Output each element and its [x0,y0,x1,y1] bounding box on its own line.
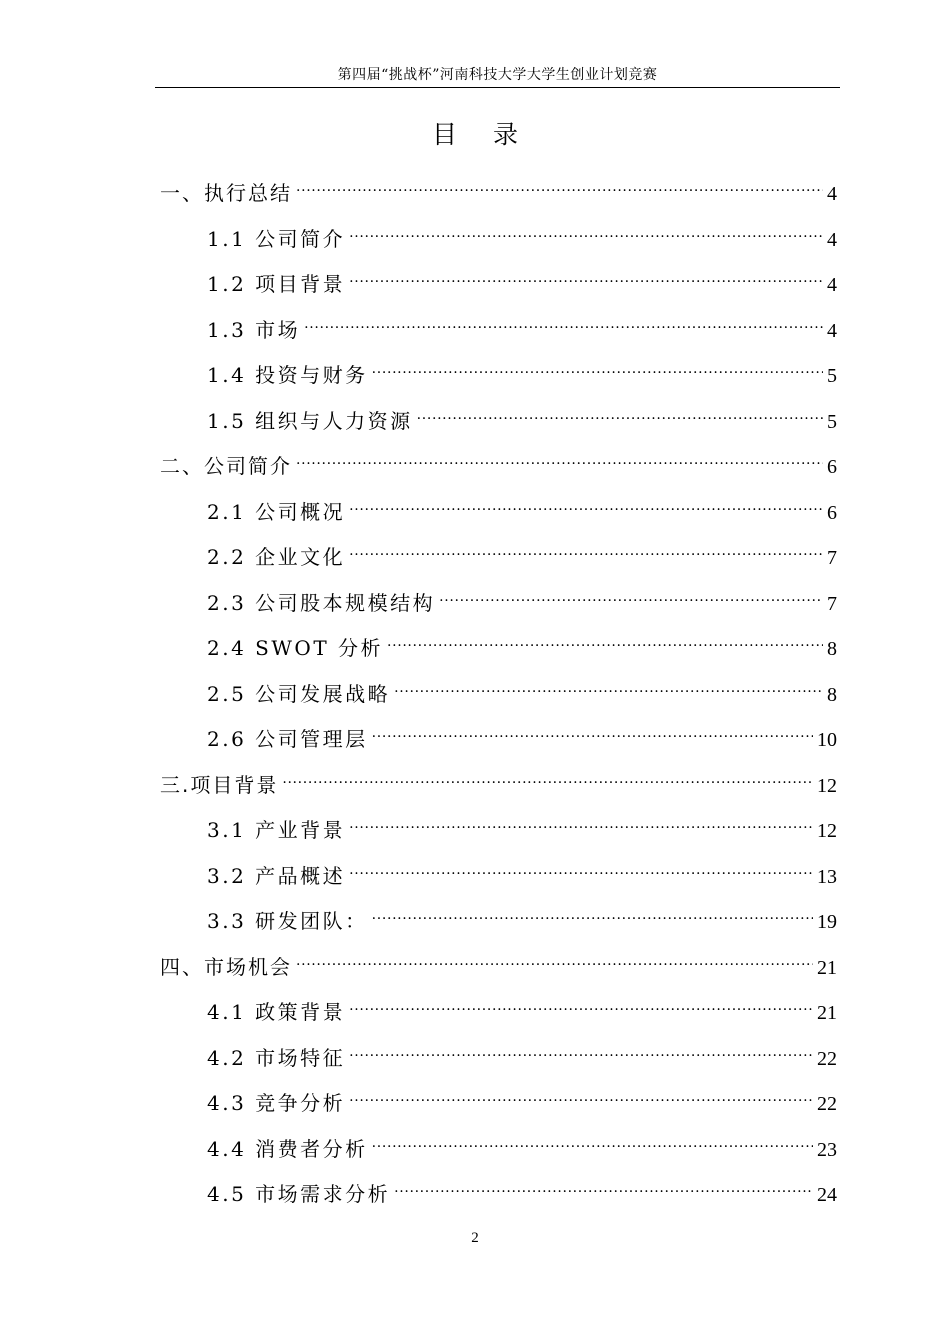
toc-entry-label: 1.5 组织与人力资源 [207,408,413,433]
toc-dot-leader [349,853,813,883]
toc-entry-label: 1.2 项目背景 [207,272,346,296]
toc-dot-leader [349,534,823,564]
toc-entry-label: 1.3 市场 [207,317,301,342]
toc-entry-page: 22 [817,1093,837,1115]
toc-dot-leader [372,716,813,746]
toc-entry-label: 3.1 产业背景 [207,818,346,842]
toc-dot-leader [372,898,813,928]
toc-dot-leader [439,580,823,610]
toc-entry-label: 一、执行总结 [160,181,292,205]
toc-entry[interactable] [207,489,837,524]
toc-entry[interactable] [207,398,837,433]
toc-entry-page: 5 [827,410,837,433]
toc-entry-label: 2.1 公司概况 [207,499,346,524]
toc-entry-label: 1.1 公司简介 [207,226,346,251]
toc-entry[interactable] [207,1171,837,1206]
toc-entry[interactable] [207,853,837,888]
toc-entry-label: 三.项目背景 [160,772,279,797]
toc-entry[interactable] [207,261,837,296]
toc-entry-page: 23 [817,1138,837,1161]
toc-entry-page: 4 [827,319,837,342]
toc-entry-page: 5 [827,365,837,387]
toc-entry[interactable] [207,716,837,751]
toc-dot-leader [394,671,823,701]
toc-dot-leader [349,989,813,1019]
toc-entry[interactable] [207,898,837,933]
toc-entry-label: 3.2 产品概述 [207,863,346,888]
toc-dot-leader [372,352,823,382]
toc-entry-label: 2.2 企业文化 [207,545,346,569]
toc-entry-page: 10 [817,729,837,751]
toc-entry-page: 19 [817,911,837,933]
toc-entry-label: 2.5 公司发展战略 [207,681,391,706]
toc-dot-leader [349,489,823,519]
toc-entry[interactable] [160,443,837,478]
toc-entry-page: 22 [817,1047,837,1070]
toc-dot-leader [304,307,823,337]
toc-entry-page: 13 [817,865,837,888]
toc-dot-leader [372,1126,813,1156]
toc-entry[interactable] [207,307,837,342]
toc-entry[interactable] [207,580,837,615]
toc-entry-label: 四、市场机会 [160,954,292,979]
toc-entry-label: 1.4 投资与财务 [207,363,368,387]
toc-dot-leader [296,944,813,974]
toc-entry-page: 12 [817,774,837,797]
toc-dot-leader [349,216,823,246]
toc-dot-leader [387,625,823,655]
toc-entry-page: 4 [827,183,837,205]
toc-entry-page: 24 [817,1184,837,1206]
toc-entry-page: 4 [827,228,837,251]
toc-entry-label: 4.4 消费者分析 [207,1136,368,1161]
toc-dot-leader [349,261,823,291]
toc-dot-leader [296,443,823,473]
toc-entry-page: 7 [827,547,837,569]
toc-entry-page: 7 [827,592,837,615]
page-number: 2 [471,1230,479,1246]
toc-entry[interactable] [207,1126,837,1161]
running-header: 第四届“挑战杯”河南科技大学大学生创业计划竞赛 [337,67,658,83]
toc-entry-label: 2.6 公司管理层 [207,727,368,751]
toc-entry-label: 2.3 公司股本规模结构 [207,590,436,615]
toc-entry[interactable] [207,1080,837,1115]
toc-entry[interactable] [207,1035,837,1070]
toc-entry-label: 4.5 市场需求分析 [207,1182,391,1206]
toc-dot-leader [349,807,813,837]
toc-entry-label: 2.4 SWOT 分析 [207,636,384,660]
toc-entry[interactable] [207,534,837,569]
toc-entry[interactable] [207,989,837,1024]
toc-entry-page: 6 [827,456,837,478]
toc-entry-label: 二、公司简介 [160,454,292,478]
toc-entry-label: 4.3 竞争分析 [207,1091,346,1115]
toc-dot-leader [296,170,823,200]
toc-dot-leader [349,1035,813,1065]
toc-entry-page: 8 [827,638,837,660]
toc-entry[interactable] [160,762,837,797]
toc-title: 目 录 [432,120,532,149]
toc-entry-page: 12 [817,820,837,842]
toc-entry-label: 4.1 政策背景 [207,1000,346,1024]
toc-entry[interactable] [207,216,837,251]
toc-dot-leader [282,762,813,792]
toc-dot-leader [394,1171,813,1201]
toc-entry-page: 6 [827,501,837,524]
toc-entry-page: 8 [827,683,837,706]
toc-entry[interactable] [160,170,837,205]
toc-entry[interactable] [207,625,837,660]
toc-entry[interactable] [207,352,837,387]
toc-entry-page: 21 [817,1002,837,1024]
toc-dot-leader [349,1080,813,1110]
toc-entry-page: 4 [827,274,837,296]
toc-entry[interactable] [207,807,837,842]
toc-entry-label: 3.3 研发团队： [207,909,368,933]
toc-dot-leader [417,398,823,428]
toc-entry-label: 4.2 市场特征 [207,1045,346,1070]
toc-entry[interactable] [207,671,837,706]
toc-entry[interactable] [160,944,837,979]
toc-entry-page: 21 [817,956,837,979]
